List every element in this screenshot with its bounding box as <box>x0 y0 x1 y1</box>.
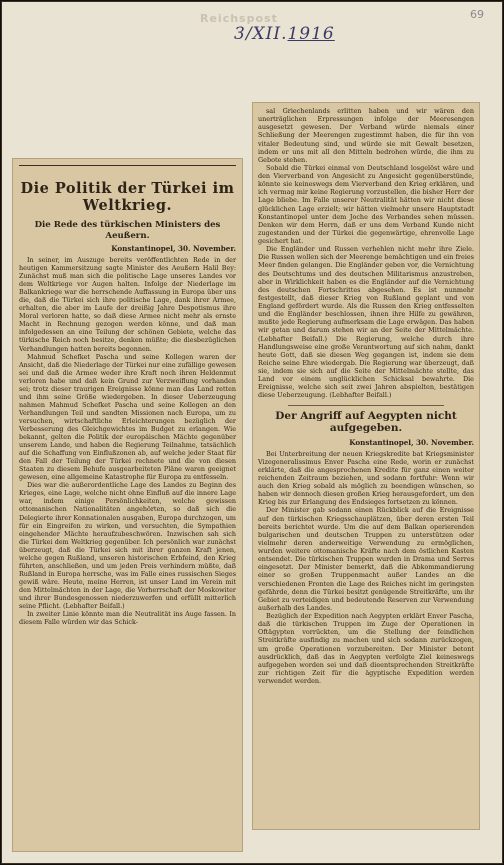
right-newspaper-clipping <box>252 102 480 830</box>
page-number: 69 <box>470 8 484 21</box>
article-paragraph: Bezüglich der Expedition nach Aegypten erklärt Enver Pascha, daß die türkischen Truppen im Zuge der Operationen in Oftägypten vorrückten, um die Stellung der feindlichen Streitkräfte ausfindig zu machen und sich sodann zurückzogen, um große Operationen vorzubereiten. Der Minister betont ausdrücklich, daß das in Aegypten verfolgte Ziel keineswegs aufgegeben worden sei und daß dieentsprechenden Streitkräfte zur richtigen Zeit für die ägyptische Expedition werden verwendet werden. <box>258 612 474 685</box>
egypt-article-dateline: Konstantinopel, 30. November. <box>349 437 474 447</box>
article-paragraph: sal Griechenlands erlitten haben und wir wären den unerträglichen Erpressungen infolge der Meeresengen ausgesetzt gewesen. Der Verband würde niemals einer Schließung der Meerengen zugestimmt haben, die für ihn von vitaler Bedeutung sind, und würde sie mit Gewalt besetzen, indem er uns mit all den Mitteln bedrohen würde, die ihm zu Gebote stehen. <box>258 107 474 164</box>
handwritten-date-day: 3/XII. <box>234 24 288 44</box>
handwritten-date <box>234 24 335 44</box>
clipping-top-rule <box>19 165 236 166</box>
archive-sheet <box>1 1 503 864</box>
article-headline: Die Politik der Türkei im Weltkrieg. <box>20 180 235 214</box>
egypt-article-headline: Der Angriff auf Aegypten nicht aufgegeben. <box>275 409 457 434</box>
article-dateline: Konstantinopel, 30. November. <box>111 244 236 253</box>
section-divider <box>288 405 444 406</box>
article-paragraph: Der Minister gab sodann einen Rückblick auf die Ereignisse auf den türkischen Kriegsschauplätzen, über deren ersten Teil bereits berichtet wurde. Um die auf dem Balkan operierenden bulgarischen und deutschen Truppen zu unterstützen oder vielmehr deren anderweitige Verwendung zu ermöglichen, wurden weitere ottomanische Kräfte nach dem östlichen Kasten entsendet. Die türkischen Truppen wurden in Drama und Serres eingesetzt. Der Minister bemerkt, daß die Abkommandierung einer so großen Truppenmacht außer Landes an die verschiedenen Fronten die Lage des Reiches nicht im geringsten gefährde, denn die Türkei besitzt genügende Streitkräfte, um ihr Gebiet zu verteidigen und bedeutende Reserven zur Verwendung außerhalb des Landes. <box>258 506 474 612</box>
archive-stamp: Reichspost <box>200 12 278 25</box>
article-paragraph: Mahmud Schefket Pascha und seine Kollegen waren der Ansicht, daß die Niederlage der Türkei nur eine zufällige gewesen sei und daß die Armee weder ihre Kraft noch ihren Heldenmut verloren habe und daß kein Grund zur Verzweiflung vorhanden sei; trotz dieser traurigen Ereignisse könne man das Land retten und ihm seine Größe wiedergeben. In dieser Ueberzeugung nahmen Mahmud Schefket Pascha und seine Kollegen an den Verhandlungen Teil und sandten Missionen nach Europa, um zu versuchen, wirtschaftliche Erleichterungen bezüglich der Verbesserung des Gleichgewichtes im Budget zu erlangen. Wie bekannt, gelten die Politik der europäischen Mächte gegenüber unserem Lande, und haben die Regierung Teilnahme, tatsächlich auf die Schaffung von Einflußzonen ab, auf welche jeder Staat für den Fall der Teilung der Türkei rechnete und die von diesen Staaten zu diesem Behufe ausgearbeiteten Pläne waren geeignet gewesen, eine allgemeine Katastrophe für Europa zu entfesseln. <box>19 352 236 482</box>
article-paragraph: In zweiter Linie könnte man die Neutralität ins Auge fassen. In diesem Falle würden wir das Schick- <box>19 610 236 627</box>
handwritten-date-year: 1916 <box>287 24 335 44</box>
left-newspaper-clipping <box>12 158 243 852</box>
article-paragraph: Dies war die außerordentliche Lage des Landes zu Beginn des Krieges, eine Lage, welche nicht ohne Einfluß auf die innere Lage war, indem einige Persönlichkeiten, welche gewissen ottomanischen Nationalitäten angehörten, so daß sich die Delegierte ihrer Konnationalen ausgaben, Europa durchzogen, um für ein Eingreifen zu wirken, und versuchten, die Sympathien eingehender Mächte heraufzubeschwören. Inzwischen sah sich die Türkei dem Weltkrieg gegenüber. Ich persönlich war zunächst überzeugt, daß die Türkei sich mit ihrer ganzen Kraft jenen, welche gegen Rußland, unseren historischen Erbfeind, den Krieg führten, anschließen, und um jeden Preis verhindern müßte, daß Rußland in Europa herrsche, was im Falle eines russischen Sieges gewiß wäre. Heute, meine Herren, ist unser Land im Verein mit den Mittelmächten in der Lage, die Vorherrschaft der Moskowiter und ihrer Bundesgenossen niederzuwerfen und erfüllt mitterlich seine Pflicht. (Lebhafter Beifall.) <box>19 481 236 611</box>
article-paragraph: Bei Unterbreitung der neuen Kriegskredite bat Kriegsminister Vizegeneralissimus Enver Pascha eine Rede, worin er zunächst erklärte, daß die angesprochenen Kredite für ganz einen weiter reichenden Zeitraum beziehen, und sodann fortfuhr: Wenn wir auch den Krieg sobald als möglich zu beendigen wünschen, so haben wir dennoch diesen großen Krieg herausgefordert, um den Krieg bis zur Erlangung des Endsieges fortsetzen zu können. <box>258 449 474 507</box>
article-subheadline: Die Rede des türkischen Ministers des Aeußern. <box>34 220 221 241</box>
article-paragraph: Sobald die Türkei einmal von Deutschland losgelöst wäre und den Vierverband von Angesicht zu Angesicht gegenüberstünde, könnte sie keineswegs dem Vierverband den Krieg erklären, und ich vermag mir keine Regierung vorzustellen, die bisher Herr der Lage bliebe. Im Falle unserer Neutralität hätten wir nicht diese glücklichen Lage erzielt; wir hätten vielmehr unsere Hauptstadt Konstantinopel unter dem Joche des Verbandes sehen müssen. Denken wir dem Herrn, daß er uns dem Verband Kunde nicht zugestanden und der Türkei die gegenwärtige, ehrenvolle Lage gesichert hat. <box>258 163 474 245</box>
article-paragraph: In seiner, im Auszuge bereits veröffentlichten Rede in der heutigen Kammersitzung sagte Minister des Aeußern Halil Bey: Zunächst muß man sich die politische Lage unseres Landes vor dem Weltkriege vor Augen halten. Infolge der Niederlage im Balkankriege war die herrschende Auffassung in Europa über uns die, daß die Türkei sich ihre politische Lage, dank ihrer Armee, erhalten, die aber im Laufe der dreißig Jahre Despotismus ihre Moral verloren hatte, so daß diese Armee nicht mehr als ernste Macht in Rechnung gezogen werden könne, und daß man infolgedessen an eine Teilung der schönen Gebiete, welche das türkische Reich noch besitze, denken müßte; die diesbezüglichen Verhandlungen hatten bereits begonnen. <box>19 256 236 353</box>
article-paragraph: Die Engländer und Russen verhehlen nicht mehr ihre Ziele. Die Russen wollen sich der Meerenge bemächtigen und ein freies Meer finden gelangen. Die Engländer geben vor, die Vernichtung des Deutschtums und des deutschen Militarismus anzustreben, aber in Wirklichkeit haben es die Engländer auf die Vernichtung des deutschen Fortschrittes abgesehen. Es ist nunmehr festgestellt, daß dieser Krieg von Rußland geplant und von England gefördert wurde. Als die Russen den Krieg entfesselten und die Engländer beschlossen, ihnen ihre Hilfe zu gewähren, mußte jede Regierung aufmerksam die Lage erwägen. Das haben wir getan und darum stehen wir an der Seite der Mittelmächte. (Lebhafter Beifall.) Die Regierung, welche durch ihre Handlungsweise eine große Verantwortung auf sich nahm, dankt heute Gott, daß sie diesen Weg gegangen ist, indem sie dem Reiche seine Ehre wiedergab. Die Regierung war überzeugt, daß sie, indem sie sich auf die Seite der Mittelmächte stellte, das Land vor einem unglücklichen Schicksal bewahrte. Die Ereignisse, welche sich seit zwei Jahren abspielten, bestätigen diese Ueberzeugung. (Lebhafter Beifall.) <box>258 245 474 400</box>
